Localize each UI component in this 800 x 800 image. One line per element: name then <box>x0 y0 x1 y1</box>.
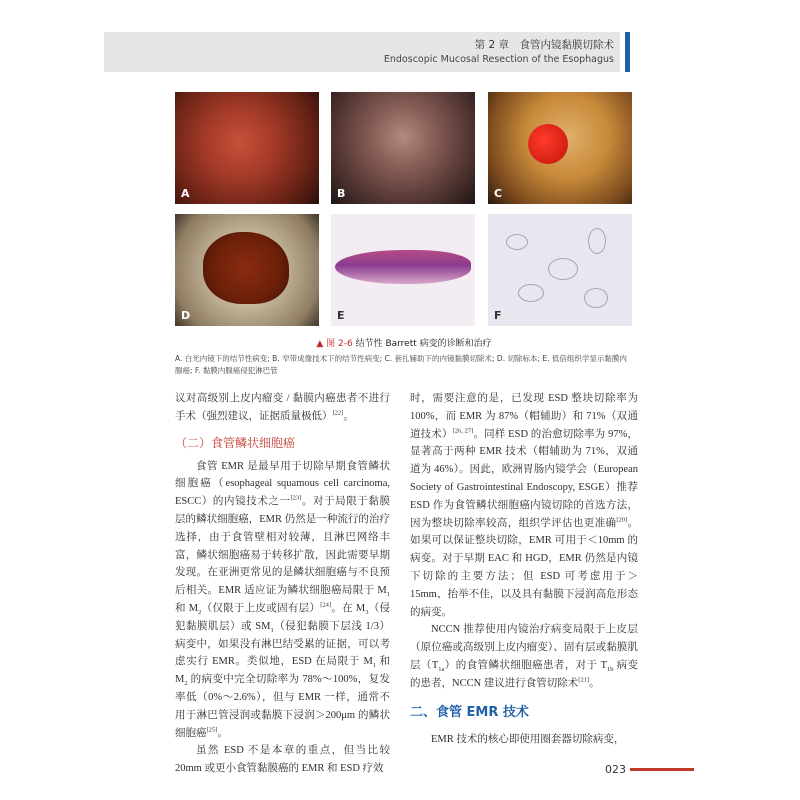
caption-title <box>175 336 633 349</box>
panel-label-d: D <box>181 309 191 322</box>
paragraph: 食管 EMR 是最早用于切除早期食管鳞状细胞癌（esophageal squamous cell carcinoma, ESCC）的内镜技术之一[23]。对于局限于黏膜层的鳞状细胞癌，EMR 仍然是一种流行的治疗选择，由于食管壁相对较薄，且淋巴网络丰富，鳞状细胞癌易于转移扩散，因此需要早期发现。在亚洲更常见的是鳞状细胞癌与不良预后相关。EMR 适应证为鳞状细胞癌局限于 $M_1$ 和 $M_2$（仅限于上皮或固有层）[24]。在 $M_3$（侵犯黏膜肌层）或 $SM_1$（侵犯黏膜下层浅 1/3）病变中，如果没有淋巴结受累的证据，可以考虑实行 EMR。类似地，ESD 在局限于 $M_1$ 和 $M_2$ 的病变中完全切除率为 78%～100%，复发率低（0%～2.6%），但与 EMR 一样，通常不用于淋巴管浸润或黏膜下浸润＞200μm 的鳞状细胞癌[25]。 <box>175 460 391 739</box>
panel-label-a: A <box>181 187 190 200</box>
panel-label-b: B <box>337 187 346 200</box>
ligated-lesion <box>528 124 568 164</box>
histology-cell <box>584 288 608 308</box>
figure-panel-d <box>175 214 319 326</box>
histology-cell <box>506 234 528 250</box>
histology-cell <box>518 284 544 302</box>
section-heading-emr-technique: 二、食管 EMR 技术 <box>410 704 529 720</box>
paragraph: 时，需要注意的是，已发现 ESD 整块切除率为 100%，而 EMR 为 87%（帽辅助）和 71%（双通道技术）[26, 27]。同样 ESD 的治愈切除率为 97%，显著高于两种 EMR 技术（帽辅助为 71%，双通道为 46%）。因此，欧洲胃肠内镜学会（European Society of Gastrointestinal Endoscopy, ESGE）推荐 ESD 作为食管鳞状细胞癌内镜切除的首选方法，因为整块切除率较高，组织学评估也更准确[20]。如果可以保证整块切除，EMR 可用于＜10mm 的病变。对于早期 EAC 和 HGD，EMR 仍然是内镜下切除的主要方法；但 ESD 可考虑用于＞15mm、抬举不佳，以及具有黏膜下浸润高危形态的病变。 <box>410 393 639 618</box>
paragraph: NCCN 推荐使用内镜治疗病变局限于上皮层（原位癌或高级别上皮内瘤变）、固有层或黏膜肌层$(T_{1a})$的食管鳞状细胞癌患者，对于 $T_{1b}$ 病变的患者，NCCN 建议进行食管切除术[21]。 <box>410 624 638 689</box>
section-heading-escc: （二）食管鳞状细胞癌 <box>175 435 296 450</box>
histology-cell <box>588 228 606 254</box>
figure-panel-e <box>331 214 475 326</box>
paragraph: EMR 技术的核心即使用圈套器切除病变， <box>431 733 625 745</box>
figure-panel-c <box>488 92 632 204</box>
chapter-title-cn: 第 2 章 食管内镜黏膜切除术 <box>474 39 614 51</box>
figure-caption <box>175 336 633 377</box>
figure-panel-f <box>488 214 632 326</box>
caption-title-text: 结节性 Barrett 病变的诊断和治疗 <box>355 339 492 349</box>
caption-number: 图 2-6 <box>326 339 353 349</box>
footer-accent-line <box>630 768 694 771</box>
paragraph: 议对高级别上皮内瘤变 / 黏膜内癌患者不进行手术（强烈建议，证据质量极低）[22]。 <box>175 393 390 422</box>
caption-marker: ▲ <box>316 339 324 349</box>
running-header <box>104 32 620 72</box>
paragraph: 虽然 ESD 不是本章的重点，但当比较 20mm 或更小食管黏膜癌的 EMR 和 ESD 疗效 <box>175 745 390 775</box>
panel-label-e: E <box>337 309 345 322</box>
panel-label-c: C <box>494 187 503 200</box>
left-column <box>175 390 390 778</box>
figure-panel-a <box>175 92 319 204</box>
caption-description: A. 白光内镜下的结节性病变; B. 窄带成像技术下的结节性病变; C. 套扎辅助下的内镜黏膜切除术; D. 切除标本; E. 低倍组织学显示黏膜内腺癌; F. 黏膜内腺癌侵犯淋巴管 <box>175 354 627 375</box>
histology-section <box>335 250 471 284</box>
resected-specimen <box>203 232 289 304</box>
chapter-title-en: Endoscopic Mucosal Resection of the Esophagus <box>383 54 614 65</box>
header-accent-bar <box>625 32 630 72</box>
right-column <box>410 390 638 748</box>
panel-label-f: F <box>494 309 502 322</box>
figure-panel-b <box>331 92 475 204</box>
page-number: 023 <box>605 763 626 776</box>
histology-cell <box>548 258 578 280</box>
